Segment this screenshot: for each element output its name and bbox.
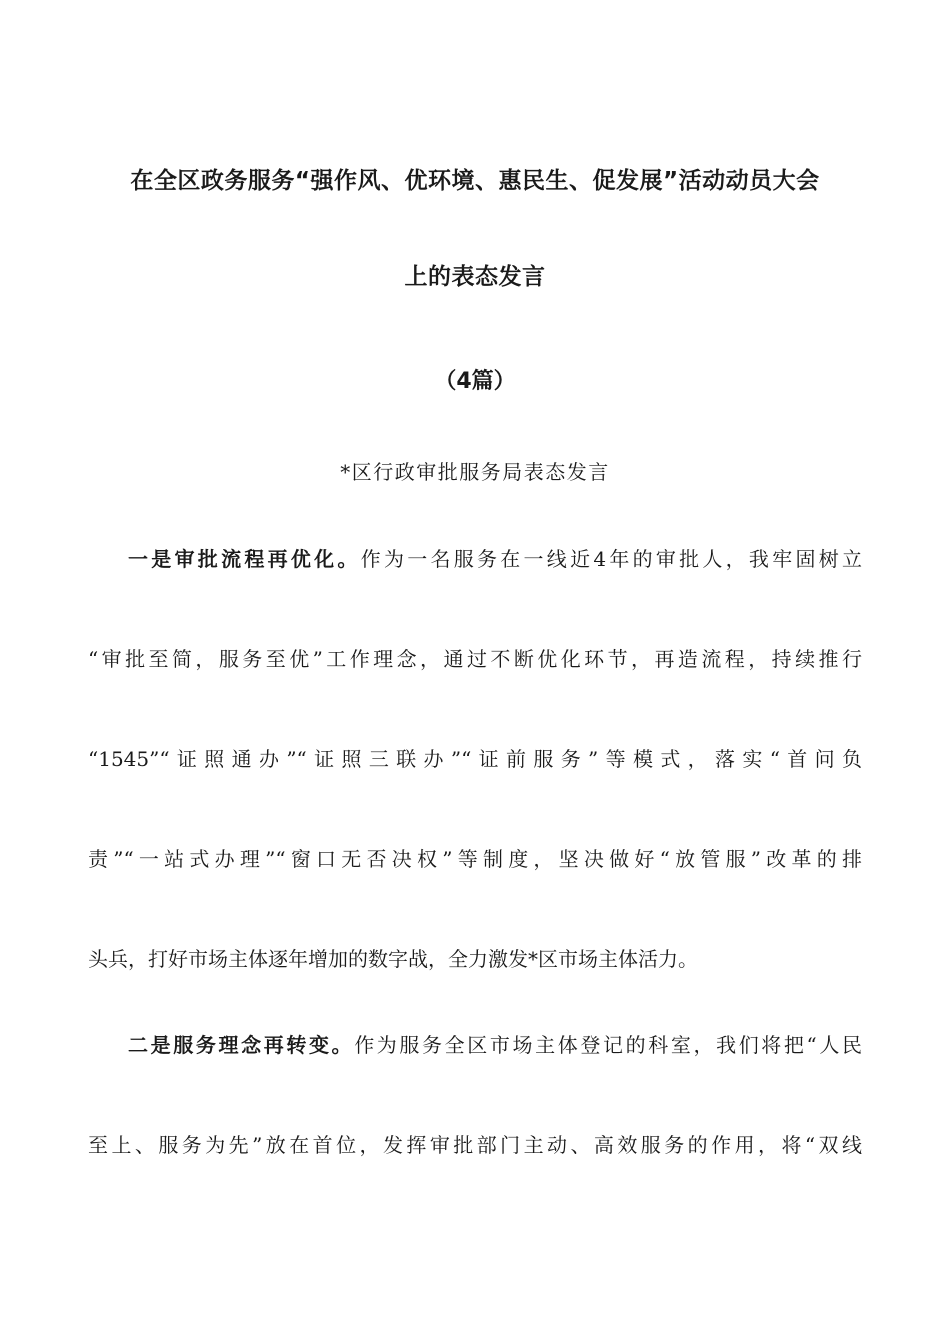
paragraph-1-line-5: 头兵，打好市场主体逐年增加的数字战，全力激发*区市场主体活力。 — [88, 947, 698, 971]
paragraph-1-line-1 — [128, 543, 862, 572]
paragraph-1-lead: 一是审批流程再优化。 — [128, 547, 361, 571]
section-heading: *区行政审批服务局表态发言 — [340, 460, 610, 484]
document-title-line-1: 在全区政务服务“强作风、优环境、惠民生、促发展”活动动员大会 — [130, 168, 820, 194]
document-title-line-2: 上的表态发言 — [404, 264, 546, 290]
paragraph-1-line-1-text: 作为一名服务在一线近4年的审批人，我牢固树立 — [360, 547, 862, 571]
document-subtitle: （4篇） — [434, 369, 516, 394]
paragraph-2-line-1-text: 作为服务全区市场主体登记的科室，我们将把“人民 — [354, 1033, 863, 1057]
paragraph-1-line-4: 责”“一站式办理”“窗口无否决权”等制度，坚决做好“放管服”改革的排 — [88, 847, 862, 871]
paragraph-2-line-1 — [128, 1029, 862, 1058]
paragraph-1-line-2: “审批至简，服务至优”工作理念，通过不断优化环节，再造流程，持续推行 — [88, 647, 862, 671]
paragraph-2-lead: 二是服务理念再转变。 — [128, 1033, 355, 1057]
paragraph-2-line-2: 至上、服务为先”放在首位，发挥审批部门主动、高效服务的作用，将“双线 — [88, 1133, 862, 1157]
paragraph-1-line-3: “1545”“证照通办”“证照三联办”“证前服务”等模式，落实“首问负 — [88, 747, 862, 771]
